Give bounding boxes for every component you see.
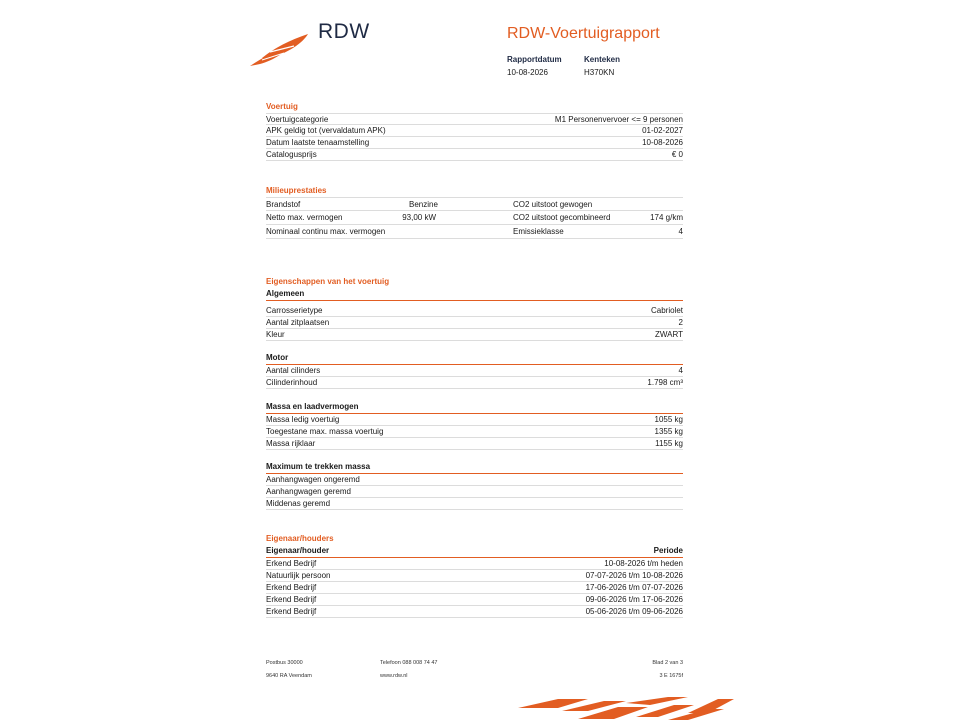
row-value: ZWART [655, 330, 683, 339]
env-label: Nominaal continu max. vermogen [266, 227, 386, 236]
subsection-title-towing: Maximum te trekken massa [266, 462, 683, 474]
subsection-title-mass: Massa en laadvermogen [266, 402, 683, 414]
row-label: Cilinderinhoud [266, 378, 318, 387]
table-row [266, 426, 683, 438]
period-cell: 17-06-2026 t/m 07-07-2026 [585, 583, 683, 592]
owner-cell: Erkend Bedrijf [266, 607, 317, 616]
footer-city: 9640 RA Veendam [266, 673, 312, 679]
row-value: € 0 [671, 150, 683, 159]
row-label: Catalogusprijs [266, 150, 317, 159]
table-row [266, 365, 683, 377]
table-row [266, 197, 683, 211]
footer-web[interactable]: www.rdw.nl [380, 673, 408, 679]
row-label: Aanhangwagen ongeremd [266, 475, 360, 484]
rdw-logo [248, 18, 368, 68]
row-value: 10-08-2026 [642, 138, 683, 147]
table-row [266, 582, 683, 594]
row-label: Aantal cilinders [266, 366, 321, 375]
plate-label: Kenteken [584, 55, 621, 64]
row-label: Massa rijklaar [266, 439, 316, 448]
subsection-title-general: Algemeen [266, 289, 683, 301]
table-row [266, 570, 683, 582]
table-row [266, 317, 683, 329]
table-row [266, 377, 683, 389]
row-value: 1155 kg [655, 439, 683, 448]
footer-phone: Telefoon 088 008 74 47 [380, 660, 438, 666]
rdw-wing-logo-icon [248, 32, 310, 68]
footer-code: 3 E 1675f [659, 673, 683, 679]
env-label: CO2 uitstoot gewogen [513, 200, 593, 209]
row-value: Cabriolet [650, 306, 683, 315]
table-row [266, 329, 683, 341]
row-label: Aanhangwagen geremd [266, 487, 351, 496]
row-label: Toegestane max. massa voertuig [266, 427, 384, 436]
row-value: 1355 kg [654, 427, 683, 436]
row-label: Kleur [266, 330, 285, 339]
subsection-title-engine: Motor [266, 353, 683, 365]
col-header-period: Periode [653, 546, 683, 555]
row-label: Massa ledig voertuig [266, 415, 340, 424]
period-cell: 07-07-2026 t/m 10-08-2026 [585, 571, 683, 580]
table-row [266, 474, 683, 486]
env-value: 174 g/km [650, 213, 683, 222]
owner-cell: Erkend Bedrijf [266, 559, 317, 568]
table-row [266, 149, 683, 161]
period-cell: 09-06-2026 t/m 17-06-2026 [585, 595, 683, 604]
table-row [266, 606, 683, 618]
footer-postbus: Postbus 30000 [266, 660, 303, 666]
period-cell: 10-08-2026 t/m heden [604, 559, 683, 568]
report-title: RDW-Voertuigrapport [507, 25, 660, 42]
table-row [266, 414, 683, 426]
table-row [266, 305, 683, 317]
owners-table-header [266, 546, 683, 558]
env-label: CO2 uitstoot gecombineerd [513, 213, 611, 222]
table-row [266, 558, 683, 570]
section-title-environment: Milieuprestaties [266, 186, 327, 195]
env-value: 93,00 kW [402, 213, 436, 222]
report-date-block [507, 55, 562, 77]
row-label: Carrosserietype [266, 306, 323, 315]
row-value: 01-02-2027 [642, 126, 683, 135]
section-title-properties: Eigenschappen van het voertuig [266, 277, 390, 286]
footer-page-number: Blad 2 van 3 [652, 660, 683, 666]
owner-cell: Natuurlijk persoon [266, 571, 331, 580]
section-title-vehicle: Voertuig [266, 102, 298, 111]
env-value: Benzine [409, 200, 438, 209]
table-row [266, 225, 683, 239]
report-date-label: Rapportdatum [507, 55, 562, 64]
row-label: Aantal zitplaatsen [266, 318, 330, 327]
env-label: Emissieklasse [513, 227, 564, 236]
col-header-owner: Eigenaar/houder [266, 546, 330, 555]
row-label: APK geldig tot (vervaldatum APK) [266, 126, 386, 135]
row-value: 4 [678, 366, 683, 375]
owner-cell: Erkend Bedrijf [266, 595, 317, 604]
env-label: Brandstof [266, 200, 301, 209]
table-row [266, 438, 683, 450]
plate-block [584, 55, 620, 77]
row-label: Voertuigcategorie [266, 114, 329, 124]
table-row [266, 498, 683, 510]
row-value: 1055 kg [654, 415, 683, 424]
env-label: Netto max. vermogen [266, 213, 343, 222]
row-label: Datum laatste tenaamstelling [266, 138, 370, 147]
row-value: 1.798 cm³ [647, 378, 683, 387]
table-row [266, 211, 683, 225]
table-row [266, 594, 683, 606]
period-cell: 05-06-2026 t/m 09-06-2026 [585, 607, 683, 616]
decorative-stripes-icon [518, 695, 734, 720]
table-row [266, 125, 683, 137]
report-date-value: 10-08-2026 [507, 68, 548, 77]
owner-cell: Erkend Bedrijf [266, 583, 317, 592]
plate-value: H370KN [584, 68, 615, 77]
row-value: M1 Personenvervoer <= 9 personen [554, 114, 683, 124]
table-row [266, 137, 683, 149]
table-row [266, 486, 683, 498]
logo-text: RDW [318, 20, 370, 43]
env-value: 4 [678, 227, 683, 236]
table-row [266, 113, 683, 125]
environment-table [266, 197, 683, 239]
section-title-owners: Eigenaar/houders [266, 534, 334, 543]
row-label: Middenas geremd [266, 499, 331, 508]
row-value: 2 [678, 318, 683, 327]
